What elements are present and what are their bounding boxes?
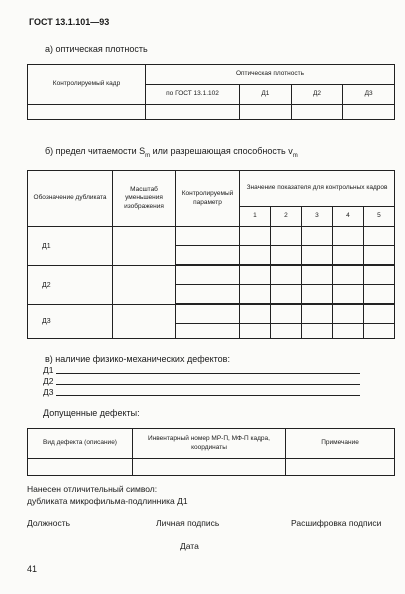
page-number: 41 <box>27 564 38 574</box>
allowed-defects-title: Допущенные дефекты: <box>43 408 140 418</box>
cell-d1: Д1 <box>240 85 292 105</box>
optical-density-table <box>27 64 395 120</box>
signature-position: Должность <box>27 518 71 528</box>
empty-cell <box>301 305 332 324</box>
row-label-d2: Д2 <box>28 266 113 305</box>
empty-cell <box>28 105 146 120</box>
empty-cell <box>270 285 301 304</box>
cell-values-header: Значение показателя для контрольных кадров <box>240 171 395 207</box>
signature-date: Дата <box>180 541 199 551</box>
cell-controlled-frame: Контролируемый кадр <box>28 65 146 105</box>
empty-cell <box>363 227 394 246</box>
empty-cell <box>176 305 240 324</box>
empty-cell <box>291 105 343 120</box>
empty-cell <box>270 305 301 324</box>
empty-cell <box>176 285 240 304</box>
empty-cell <box>113 266 176 305</box>
empty-cell <box>301 285 332 304</box>
cell-parameter: Контролируемый параметр <box>176 171 240 227</box>
empty-cell <box>146 105 240 120</box>
allowed-defects-table <box>27 428 395 476</box>
empty-cell <box>363 285 394 304</box>
empty-cell <box>176 266 240 285</box>
empty-cell <box>301 324 332 339</box>
empty-cell <box>332 285 363 304</box>
empty-cell <box>113 305 176 339</box>
cell-frame-1: 1 <box>240 207 271 227</box>
empty-cell <box>240 105 292 120</box>
empty-cell <box>176 246 240 265</box>
empty-cell <box>240 246 271 265</box>
empty-cell <box>363 246 394 265</box>
empty-cell <box>270 246 301 265</box>
empty-cell <box>363 266 394 285</box>
signature-decoding: Расшифровка подписи <box>291 518 382 528</box>
readability-table <box>27 170 395 339</box>
empty-cell <box>363 324 394 339</box>
standard-header: ГОСТ 13.1.101—93 <box>29 17 110 27</box>
empty-cell <box>270 227 301 246</box>
empty-cell <box>176 227 240 246</box>
cell-frame-5: 5 <box>363 207 394 227</box>
defect-label-d2: Д2 <box>43 376 54 386</box>
empty-cell <box>240 305 271 324</box>
defect-line-d3 <box>56 395 360 396</box>
section-b-title: б) предел читаемости $S_m$ или разрешающая способность $v_m$ <box>45 146 298 159</box>
cell-frame-3: 3 <box>301 207 332 227</box>
empty-cell <box>240 324 271 339</box>
cell-defect-type: Вид дефекта (описание) <box>28 429 133 459</box>
section-c-title: в) наличие физико-механических дефектов: <box>45 354 230 364</box>
cell-note: Примечание <box>286 429 395 459</box>
empty-cell <box>332 246 363 265</box>
row-label-d3: Д3 <box>28 305 113 339</box>
empty-cell <box>240 227 271 246</box>
cell-scale: Масштаб уменьшения изображения <box>113 171 176 227</box>
empty-cell <box>332 227 363 246</box>
mark-line-1: Нанесен отличительный символ: <box>27 484 158 494</box>
empty-cell <box>332 266 363 285</box>
empty-cell <box>28 459 133 476</box>
empty-cell <box>301 266 332 285</box>
defect-label-d1: Д1 <box>43 365 54 375</box>
empty-cell <box>363 305 394 324</box>
defect-line-d1 <box>56 373 360 374</box>
empty-cell <box>240 266 271 285</box>
cell-optical-density: Оптическая плотность <box>146 65 395 85</box>
cell-d2: Д2 <box>291 85 343 105</box>
defect-line-d2 <box>56 384 360 385</box>
cell-inventory: Инвентарный номер МР-П, МФ-П кадра, координаты <box>133 429 286 459</box>
empty-cell <box>270 324 301 339</box>
mark-line-2: дубликата микрофильма-подлинника Д1 <box>27 496 188 506</box>
empty-cell <box>270 266 301 285</box>
empty-cell <box>240 285 271 304</box>
empty-cell <box>332 324 363 339</box>
row-label-d1: Д1 <box>28 227 113 266</box>
section-a-title: а) оптическая плотность <box>45 44 148 54</box>
empty-cell <box>332 305 363 324</box>
empty-cell <box>133 459 286 476</box>
cell-d3: Д3 <box>343 85 395 105</box>
cell-frame-4: 4 <box>332 207 363 227</box>
empty-cell <box>301 227 332 246</box>
cell-frame-2: 2 <box>270 207 301 227</box>
empty-cell <box>176 324 240 339</box>
signature-personal: Личная подпись <box>156 518 220 528</box>
empty-cell <box>343 105 395 120</box>
empty-cell <box>113 227 176 266</box>
cell-designation: Обозначение дубликата <box>28 171 113 227</box>
empty-cell <box>301 246 332 265</box>
empty-cell <box>286 459 395 476</box>
defect-label-d3: Д3 <box>43 387 54 397</box>
cell-gost-102: по ГОСТ 13.1.102 <box>146 85 240 105</box>
